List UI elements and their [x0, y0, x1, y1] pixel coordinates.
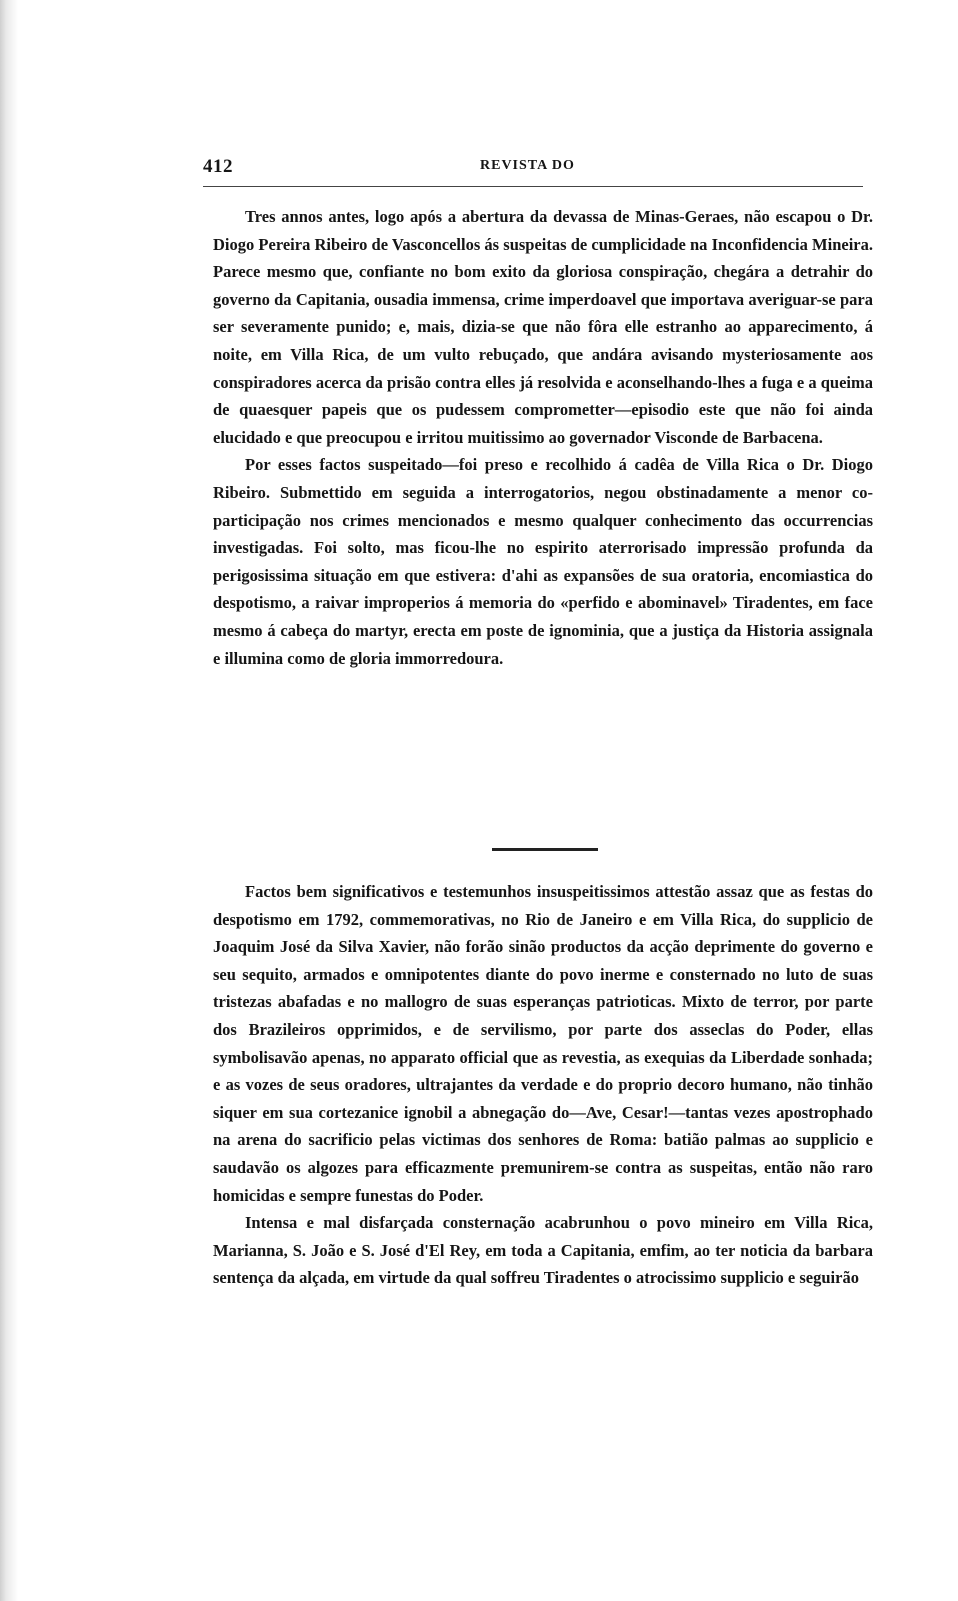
section-separator [492, 848, 598, 851]
paragraph: Por esses factos suspeitado—foi preso e recolhido á cadêa de Villa Rica o Dr. Diogo Ribeiro. Submettido em seguida a interrogatorios, negou obstinadamente a menor co-participação nos crimes mencionados e mesmo qualquer conhecimento das occurrencias investigadas. Foi solto, mas ficou-lhe no espirito aterrorisado impressão profunda da perigosissima situação em que estivera: d'ahi as expansões de sua oratoria, encomiastica do despotismo, a raivar improperios á memoria do «perfido e abominavel» Tiradentes, em face mesmo á cabeça do martyr, erecta em poste de ignominia, que a justiça da Historia assignala e illumina como de gloria immorredoura. [213, 455, 873, 668]
paragraph: Factos bem significativos e testemunhos insuspeitissimos attestão assaz que as festas do despotismo em 1792, commemorativas, no Rio de Janeiro e em Villa Rica, do supplicio de Joaquim José da Silva Xavier, não forão sinão productos da acção deprimente do governo e seu sequito, armados e omnipotentes diante do povo inerme e consternado no luto de suas tristezas abafadas e no mallogro de suas esperanças patrioticas. Mixto de terror, por parte dos Brazileiros opprimidos, e de servilismo, por parte dos asseclas do Poder, ellas symbolisavão apenas, no apparato official que as revestia, as exequias da Liberdade sonhada; e as vozes de seus oradores, ultrajantes da verdade e do proprio decoro humano, não tinhão siquer em sua cortezanice ignobil a abnegação do—Ave, Cesar!—tantas vezes apostrophado na arena do sacrificio pelas victimas dos senhores de Roma: batião palmas ao supplicio e saudavão os algozes para efficazmente premunirem-se contra as suspeitas, então não raro homicidas e sempre funestas do Poder. [213, 882, 873, 1205]
paragraph: Tres annos antes, logo após a abertura da devassa de Minas-Geraes, não escapou o Dr. Diogo Pereira Ribeiro de Vasconcellos ás suspeitas de cumplicidade na Inconfidencia Mineira. Parece mesmo que, confiante no bom exito da gloriosa conspiração, chegára a detrahir do governo da Capitania, ousadia immensa, crime imperdoavel que importava averiguar-se para ser severamente punido; e, mais, dizia-se que não fôra elle estranho ao apparecimento, á noite, em Villa Rica, de um vulto rebuçado, que andára avisando mysteriosamente aos conspiradores acerca da prisão contra elles já resolvida e aconselhando-lhes a fuga e a queima de quaesquer papeis que os pudessem comprometter—episodio este que não foi ainda elucidado e que preocupou e irritou muitissimo ao governador Visconde de Barbacena. [213, 207, 873, 447]
page-header [203, 150, 863, 187]
paragraph: Intensa e mal disfarçada consternação acabrunhou o povo mineiro em Villa Rica, Marianna, S. João e S. José d'El Rey, em toda a Capitania, emfim, ao ter noticia da barbara sentença da alçada, em virtude da qual soffreu Tiradentes o atrocissimo supplicio e seguirão [213, 1213, 873, 1288]
text-section-1 [213, 203, 873, 672]
text-section-2 [213, 878, 873, 1292]
page-number: 412 [203, 156, 233, 177]
running-head: REVISTA DO [480, 158, 575, 173]
